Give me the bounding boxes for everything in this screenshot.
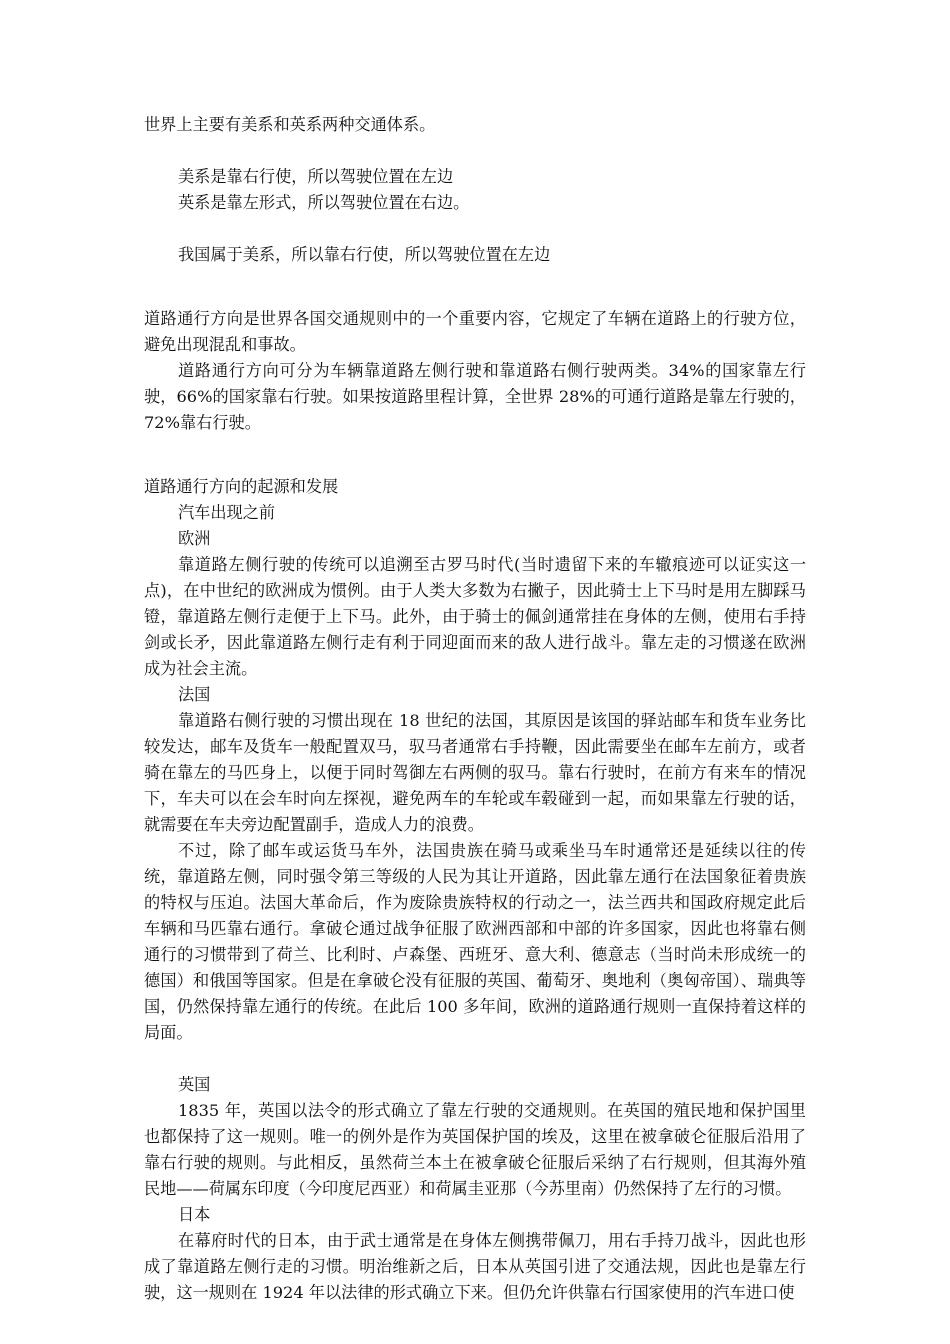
statistics-paragraph: 道路通行方向可分为车辆靠道路左侧行驶和靠道路右侧行驶两类。34%的国家靠左行驶，66%的国家靠右行驶。如果按道路里程计算，全世界 28%的可通行道路是靠左行驶的，72%靠右行驶。 [144,361,806,432]
japan-heading: 日本 [178,1205,211,1224]
europe-paragraph: 靠道路左侧行驶的传统可以追溯至古罗马时代(当时遗留下来的车辙痕迹可以证实这一点)，在中世纪的欧洲成为惯例。由于人类大多数为右撇子，因此骑士上下马时是用左脚踩马镫，靠道路左侧行走便于上下马。此外，由于骑士的佩剑通常挂在身体的左侧，使用右手持剑或长矛，因此靠道路左侧行走有利于同迎面而来的敌人进行战斗。靠左走的习惯遂在欧洲成为社会主流。 [144,555,806,678]
document-body [144,112,806,1306]
china-line: 我国属于美系，所以靠右行使，所以驾驶位置在左边 [178,245,551,264]
uk-paragraph: 1835 年，英国以法令的形式确立了靠左行驶的交通规则。在英国的殖民地和保护国里也都保持了这一规则。唯一的例外是作为英国保护国的埃及，这里在被拿破仑征服后沿用了靠右行驶的规则。与此相反，虽然荷兰本土在被拿破仑征服后采纳了右行规则，但其海外殖民地——荷属东印度（今印度尼西亚）和荷属圭亚那（今苏里南）仍然保持了左行的习惯。 [144,1101,806,1198]
uk-system-line: 英系是靠左形式，所以驾驶位置在右边。 [178,193,470,212]
us-system-line: 美系是靠右行使，所以驾驶位置在左边 [178,167,454,186]
subsection-title: 汽车出现之前 [178,503,276,522]
france-heading: 法国 [178,685,211,704]
intro-line: 世界上主要有美系和英系两种交通体系。 [144,115,436,134]
france-paragraph-1: 靠道路右侧行驶的习惯出现在 18 世纪的法国，其原因是该国的驿站邮车和货车业务比较发达，邮车及货车一般配置双马，驭马者通常右手持鞭，因此需要坐在邮车左前方，或者骑在靠左的马匹身上，以便于同时驾御左右两侧的驭马。靠右行驶时，在前方有来车的情况下，车夫可以在会车时向左探视，避免两车的车轮或车毂碰到一起，而如果靠左行驶的话，就需要在车夫旁边配置副手，造成人力的浪费。 [144,711,806,834]
uk-heading: 英国 [178,1075,211,1094]
france-paragraph-2: 不过，除了邮车或运货马车外，法国贵族在骑马或乘坐马车时通常还是延续以往的传统，靠道路左侧，同时强令第三等级的人民为其让开道路，因此靠左通行在法国象征着贵族的特权与压迫。法国大革命后，作为废除贵族特权的行动之一，法兰西共和国政府规定此后车辆和马匹靠右通行。拿破仑通过战争征服了欧洲西部和中部的许多国家，因此也将靠右侧通行的习惯带到了荷兰、比利时、卢森堡、西班牙、意大利、德意志（当时尚未形成统一的德国）和俄国等国家。但是在拿破仑没有征服的英国、葡萄牙、奥地利（奥匈帝国）、瑞典等国，仍然保持靠左通行的传统。在此后 100 多年间，欧洲的道路通行规则一直保持着这样的局面。 [144,841,806,1042]
section-title: 道路通行方向的起源和发展 [144,477,339,496]
europe-heading: 欧洲 [178,529,211,548]
japan-paragraph: 在幕府时代的日本，由于武士通常是在身体左侧携带佩刀，用右手持刀战斗，因此也形成了靠道路左侧行走的习惯。明治维新之后，日本从英国引进了交通法规，因此也是靠左行驶，这一规则在 1924 年以法律的形式确立下来。但仍允许供靠右行国家使用的汽车进口使 [144,1231,806,1302]
definition-paragraph: 道路通行方向是世界各国交通规则中的一个重要内容，它规定了车辆在道路上的行驶方位，避免出现混乱和事故。 [144,309,806,354]
